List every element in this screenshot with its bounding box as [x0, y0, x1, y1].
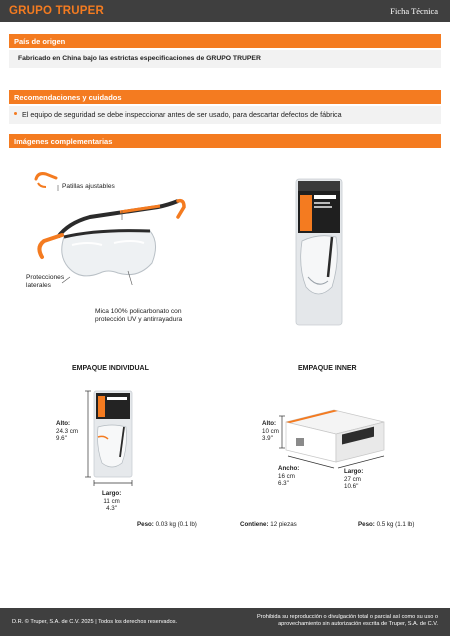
inner-pack-height: [262, 420, 279, 443]
blister-package-image: [288, 177, 350, 327]
images-section-title: Imágenes complementarias: [14, 137, 113, 146]
callout-side-protection-line1: Protecciones: [26, 274, 65, 281]
individual-pack-weight: [137, 521, 197, 529]
inner-width-cm: 16 cm: [278, 472, 295, 480]
inner-width-in: 6.3'': [278, 480, 289, 488]
inner-pack-weight: [358, 521, 414, 529]
callout-side-protection-line2: laterales: [26, 282, 51, 290]
origin-text: Fabricado en China bajo las estrictas especificaciones de GRUPO TRUPER: [18, 55, 261, 62]
individual-height-cm: 24.3 cm: [56, 427, 79, 435]
inner-length-in: 10.6'': [344, 483, 359, 491]
brand-logo: GRUPO TRUPER: [9, 5, 105, 17]
inner-height-label: Alto:: [262, 420, 277, 427]
header-bar: [0, 0, 450, 22]
inner-weight-label: Peso:: [358, 521, 375, 528]
inner-contents-label: Contiene:: [240, 521, 269, 528]
recommendations-list: [9, 106, 441, 124]
footer-copyright: D.R. © Truper, S.A. de C.V. 2025 | Todos los derechos reservados.: [12, 619, 178, 625]
bullet-icon: [14, 112, 17, 115]
callout-lens-line2: protección UV y antirrayadura: [95, 316, 183, 324]
recommendation-item: El equipo de seguridad se debe inspeccionar antes de ser usado, para descartar defectos de fábrica: [22, 110, 342, 119]
individual-length-label: Largo:: [102, 490, 122, 497]
recommendations-section-title: Recomendaciones y cuidados: [14, 93, 122, 102]
images-section-header: [9, 134, 441, 148]
inner-width-label: Ancho:: [278, 465, 300, 472]
individual-length-cm: 11 cm: [103, 497, 120, 505]
footer-legal-line1: Prohibida su reproducción o divulgación total o parcial así como su uso o: [257, 614, 438, 620]
inner-contents-value: 12 piezas: [270, 521, 297, 528]
origin-section-header: [9, 34, 441, 48]
footer-bar: [0, 608, 450, 636]
inner-length-label: Largo:: [344, 468, 364, 475]
individual-pack-title: EMPAQUE INDIVIDUAL: [72, 365, 149, 372]
inner-pack-contents: [240, 521, 297, 529]
individual-height-label: Alto:: [56, 420, 71, 427]
footer-legal-line2: aprovechamiento sin autorización escrita de Truper, S.A. de C.V.: [278, 621, 438, 628]
inner-pack-title: EMPAQUE INNER: [298, 365, 357, 372]
inner-length-cm: 27 cm: [344, 475, 361, 483]
individual-length-in: 4.3'': [106, 505, 118, 513]
document-type: Ficha Técnica: [390, 6, 438, 16]
inner-height-in: 3.9'': [262, 435, 273, 443]
individual-weight-value: 0.03 kg (0.1 lb): [155, 521, 197, 528]
individual-pack-height: [56, 420, 78, 443]
individual-weight-label: Peso:: [137, 521, 154, 528]
inner-pack-width: [278, 465, 299, 488]
individual-pack-length: [102, 490, 121, 513]
inner-height-cm: 10 cm: [262, 427, 279, 435]
inner-weight-value: 0.5 kg (1.1 lb): [376, 521, 415, 528]
recommendations-section-header: [9, 90, 441, 104]
origin-section-title: País de origen: [14, 37, 66, 46]
inner-pack-length: [344, 468, 363, 491]
individual-height-in: 9.6'': [56, 435, 67, 443]
callout-lens: [95, 308, 182, 324]
footer-legal: [257, 614, 438, 629]
callout-lens-line1: Mica 100% policarbonato con: [95, 308, 182, 315]
individual-pack-image: [84, 387, 142, 487]
callout-temples: Patillas ajustables: [62, 183, 115, 190]
origin-section-body: [9, 50, 441, 68]
callout-side-protection: [26, 274, 64, 290]
